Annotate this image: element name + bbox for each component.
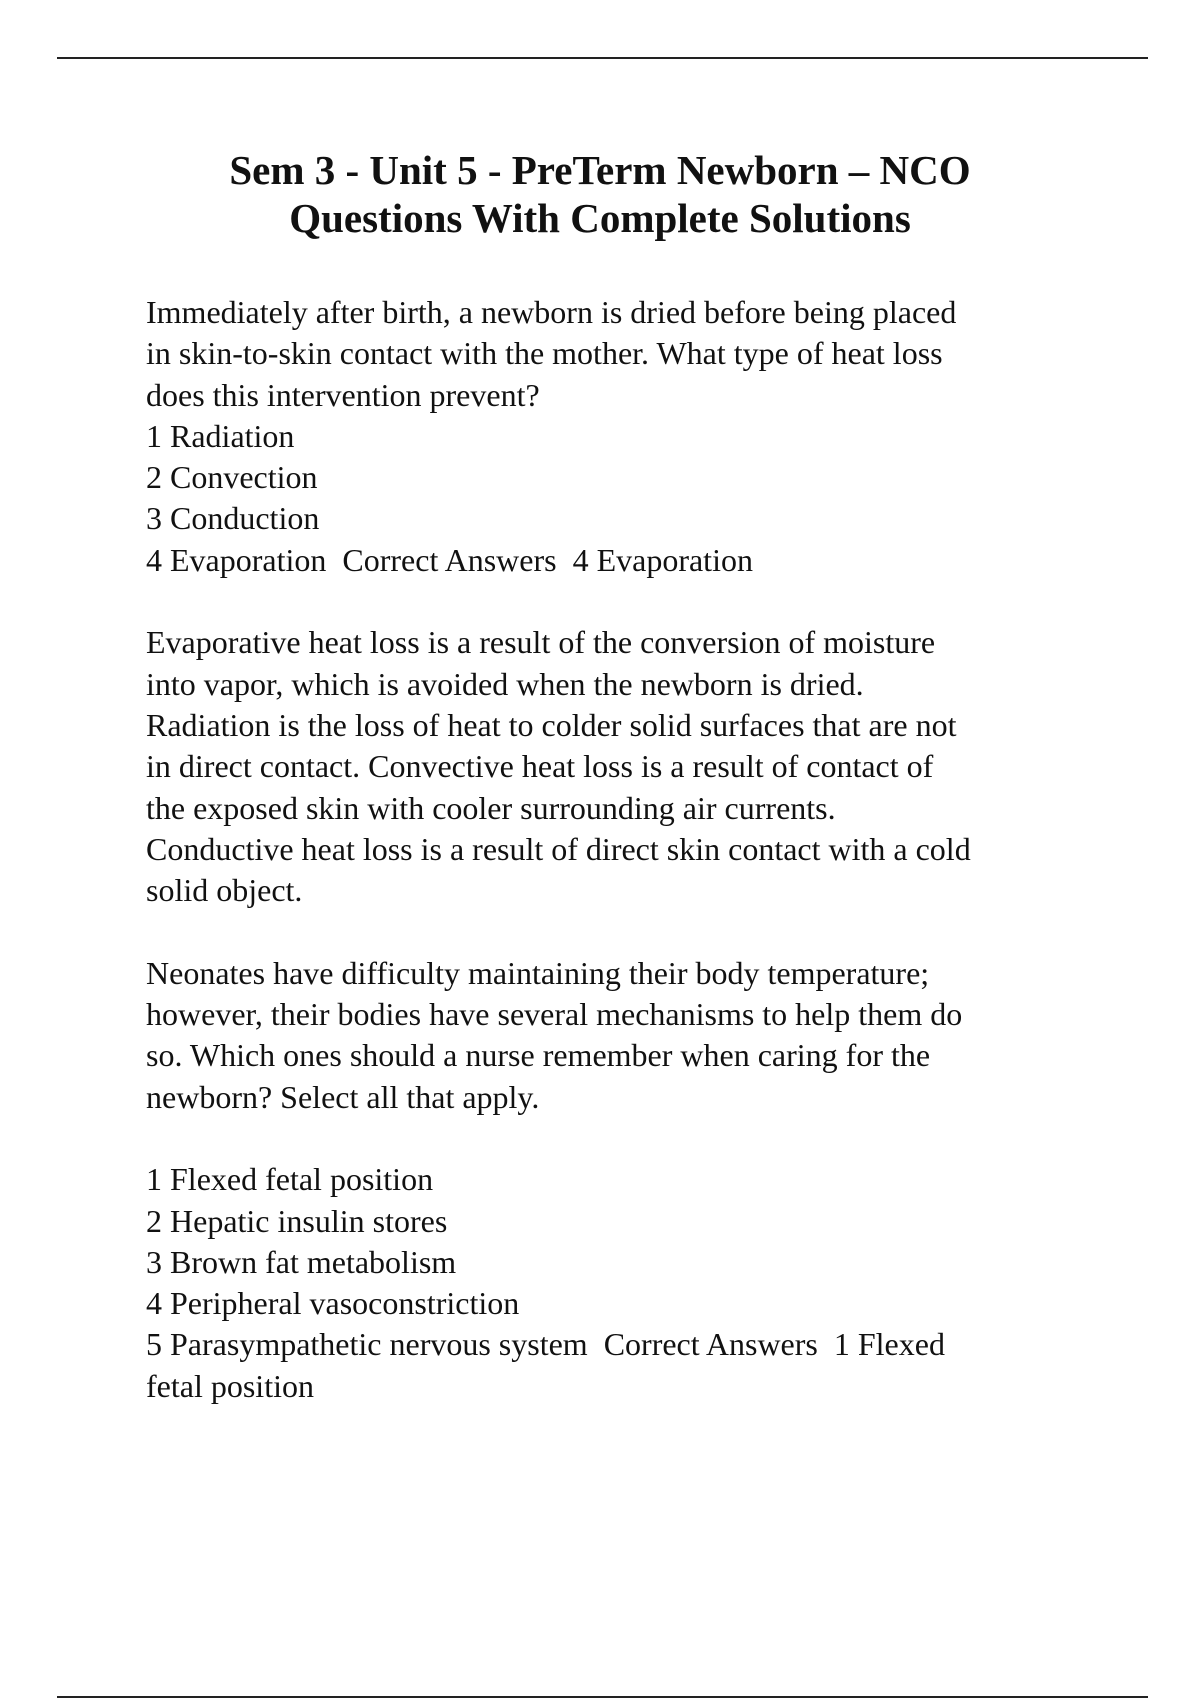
text-line: Immediately after birth, a newborn is dried before being placed — [146, 294, 957, 330]
text-line: in direct contact. Convective heat loss is a result of contact of — [146, 748, 934, 785]
text-line: 2 Convection — [146, 459, 318, 496]
text-line: 1 Radiation — [146, 417, 295, 454]
text-line: newborn? Select all that apply. — [146, 1078, 540, 1115]
text-line: so. Which ones should a nurse remember when caring for the — [146, 1037, 931, 1074]
text-line: the exposed skin with cooler surrounding air currents. — [146, 789, 836, 826]
text-line: 4 Peripheral vasoconstriction — [146, 1285, 520, 1322]
text-line: Evaporative heat loss is a result of the conversion of moisture — [146, 624, 936, 661]
text-line: into vapor, which is avoided when the newborn is dried. — [146, 665, 864, 702]
text-line: Radiation is the loss of heat to colder solid surfaces that are not — [146, 706, 957, 743]
text-line: 5 Parasympathetic nervous system Correct Answers 1 Flexed — [146, 1326, 945, 1363]
text-line: 4 Evaporation Correct Answers 4 Evaporation — [146, 541, 753, 578]
text-line: 2 Hepatic insulin stores — [146, 1202, 448, 1239]
top-rule — [57, 57, 1148, 59]
blank-line — [146, 1118, 971, 1159]
title-line: Questions With Complete Solutions — [289, 195, 911, 241]
text-line: Conductive heat loss is a result of direct skin contact with a cold — [146, 830, 971, 867]
document-title — [0, 146, 1200, 242]
text-line: in skin-to-skin contact with the mother. What type of heat loss — [146, 335, 943, 372]
text-line: 3 Brown fat metabolism — [146, 1243, 457, 1280]
blank-line — [146, 911, 971, 952]
text-line: solid object. — [146, 872, 303, 909]
text-line: 1 Flexed fetal position — [146, 1161, 434, 1198]
text-line: 3 Conduction — [146, 500, 320, 537]
blank-line — [146, 581, 971, 622]
text-line: fetal position — [146, 1367, 314, 1404]
bottom-rule — [57, 1696, 1148, 1698]
text-line: does this intervention prevent? — [146, 376, 540, 413]
text-line: however, their bodies have several mechanisms to help them do — [146, 996, 963, 1033]
document-body — [146, 292, 971, 1407]
text-line: Neonates have difficulty maintaining their body temperature; — [146, 954, 930, 991]
title-line: Sem 3 - Unit 5 - PreTerm Newborn – NCO — [229, 147, 971, 193]
